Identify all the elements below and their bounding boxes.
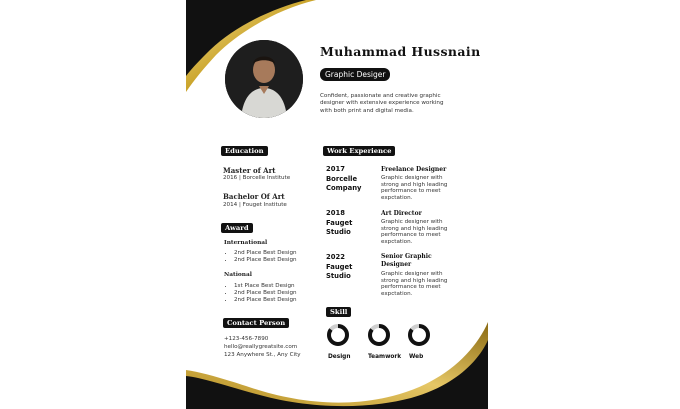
profile-role-badge: Graphic Desiger [320,68,390,81]
skill-label-teamwork: Teamwork [368,354,402,360]
work-year-3: 2022 [326,253,345,261]
award-group-international: International [224,240,268,246]
education-degree-2: Bachelor Of Art [223,192,285,201]
work-desc-3: Graphic designer with strong and high leading performance to meet expctation. [381,271,448,297]
list-item: • 2nd Place Best Design [234,297,297,304]
education-detail-1: 2016 | Borcelle Institute [223,175,291,181]
education-heading: Education [221,146,268,156]
skill-ring-web [408,324,430,346]
skill-heading: Skill [326,307,351,317]
work-desc-1: Graphic designer with strong and high leading performance to meet expctation. [381,175,448,201]
skill-ring-design [327,324,349,346]
skill-label-web: Web [409,354,424,360]
award-list-international [224,250,297,264]
work-company-2: Fauget Studio [326,219,353,236]
work-year-1: 2017 [326,165,345,173]
resume-page [186,0,488,409]
list-item: • 2nd Place Best Design [234,290,297,297]
list-item: • 1st Place Best Design [234,283,297,290]
work-role-2: Art Director [381,210,422,217]
education-degree-1: Master of Art [223,166,276,175]
work-desc-2: Graphic designer with strong and high leading performance to meet expctation. [381,219,448,245]
skill-ring-teamwork [368,324,390,346]
skill-label-design: Design [328,354,351,360]
award-list-national [224,283,297,304]
award-group-national: National [224,272,252,278]
work-role-1: Freelance Designer [381,166,447,173]
work-role-3: Senior Graphic Designer [381,253,432,268]
work-company-1: Borcelle Company [326,175,362,192]
contact-heading: Contact Person [223,318,289,328]
education-detail-2: 2014 | Fouget Institute [223,202,287,208]
person-avatar-icon [225,40,303,118]
list-item: • 2nd Place Best Design [234,257,297,264]
profile-summary: Confident, passionate and creative graphic designer with extensive experience working with both print and digital media. [320,93,444,114]
award-heading: Award [221,223,253,233]
work-company-3: Fauget Studio [326,263,353,280]
contact-phone: +123-456-7890 [224,336,269,342]
contact-email: hello@reallygreatsite.com [224,344,298,350]
list-item: • 2nd Place Best Design [234,250,297,257]
contact-address: 123 Anywhere St., Any City [224,352,301,358]
work-experience-heading: Work Experience [323,146,395,156]
work-year-2: 2018 [326,209,345,217]
profile-name: Muhammad Hussnain [320,44,481,59]
profile-photo [225,40,303,118]
